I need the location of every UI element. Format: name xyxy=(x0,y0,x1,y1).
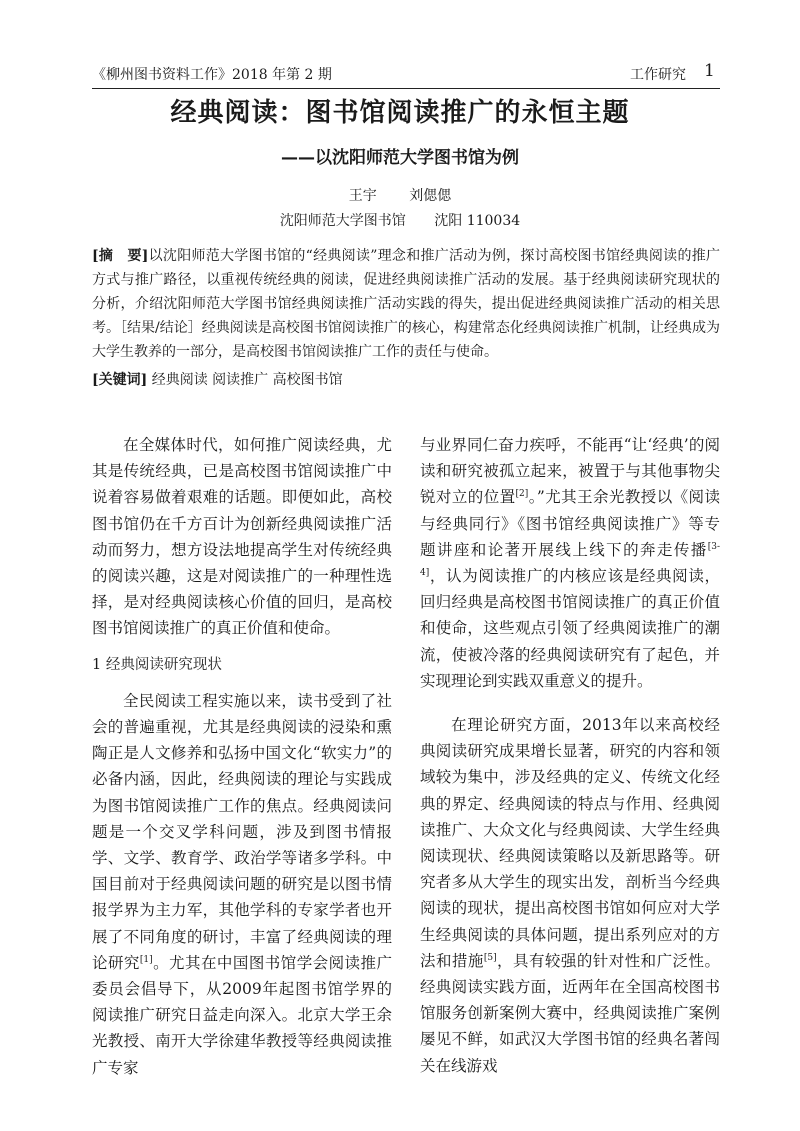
paragraph-text: ，认为阅读推广的内核应该是经典阅读，回归经典是高校图书馆阅读推广的真正价值和使命，这些观点引领了经典阅读推广的潮流，使被冷落的经典阅读研究有了起色，并实现理论到实践双重意义的提升。 xyxy=(420,567,720,690)
paragraph-text: ，具有较强的针对性和广泛性。经典阅读实践方面，近两年在全国高校图书馆服务创新案例大赛中，经典阅读推广案例屡见不鲜，如武汉大学图书馆的经典名著闯关在线游戏 xyxy=(420,951,720,1075)
paragraph: 在全媒体时代，如何推广阅读经典，尤其是传统经典，已是高校图书馆阅读推广中说着容易做着艰难的话题。即便如此，高校图书馆仍在千方百计为创新经典阅读推广活动而努力，想方设法地提高学生对传统经典的阅读兴趣，这是对阅读推广的一种理性选择，是对经典阅读核心价值的回归，是高校图书馆阅读推广的真正价值和使命。 xyxy=(92,436,392,638)
abstract-label: [摘 要] xyxy=(92,248,149,264)
paragraph xyxy=(420,712,720,1079)
citation-ref: [2] xyxy=(515,489,529,500)
abstract-text: 以沈阳师范大学图书馆的“经典阅读”理念和推广活动为例，探讨高校图书馆经典阅读的推广方式与推广路径，以重视传统经典的阅读，促进经典阅读推广活动的发展。基于经典阅读研究现状的分析，介绍沈阳师范大学图书馆经典阅读推广活动实践的得失，提出促进经典阅读推广活动的相关思考。［结果/结论］经典阅读是高校图书馆阅读推广的核心，构建常态化经典阅读推广机制，让经典成为大学生教养的一部分，是高校图书馆阅读推广工作的责任与使命。 xyxy=(92,248,721,360)
citation-ref: [3-4] xyxy=(420,541,720,578)
affiliation-institution: 沈阳师范大学图书馆 xyxy=(279,213,406,229)
affiliation xyxy=(0,210,800,230)
article-title: 经典阅读：图书馆阅读推广的永恒主题 xyxy=(170,98,630,128)
paragraph-text: 与业界同仁奋力疾呼，不能再“让‘经典’的阅读和研究被孤立起来，被置于与其他事物尖锐对立的位置 xyxy=(420,436,720,507)
header-rule xyxy=(92,88,720,89)
paragraph xyxy=(92,688,392,1081)
keywords xyxy=(92,369,720,389)
author-list xyxy=(0,185,800,205)
citation-ref: [5] xyxy=(483,952,497,963)
section-heading: 1 经典阅读研究现状 xyxy=(92,656,222,673)
citation-ref: [1] xyxy=(139,954,153,965)
abstract xyxy=(92,244,720,364)
author-name: 王宇 xyxy=(348,188,377,204)
author-name: 刘偲偲 xyxy=(409,188,452,204)
paragraph-text: 在理论研究方面，2013年以来高校经典阅读研究成果增长显著，研究的内容和领域较为集中，涉及经典的定义、传统文化经典的界定、经典阅读的特点与作用、经典阅读推广、大众文化与经典阅读、大学生经典阅读现状、经典阅读策略以及新思路等。研究者多从大学生的现实出发，剖析当今经典阅读的现状，提出高校图书馆如何应对大学生经典阅读的具体问题，提出系列应对的方法和措施 xyxy=(420,716,720,970)
body-column-left xyxy=(92,432,392,1081)
journal-name: 《柳州图书资料工作》2018 年第 2 期 xyxy=(92,67,332,83)
page-number: 1 xyxy=(704,61,715,81)
running-header xyxy=(92,61,720,86)
section-name: 工作研究 xyxy=(630,67,686,83)
article-subtitle: ——以沈阳师范大学图书馆为例 xyxy=(281,148,519,168)
keywords-text: 经典阅读 阅读推广 高校图书馆 xyxy=(151,372,343,388)
paragraph-text: 。”尤其王余光教授以《阅读与经典同行》《图书馆经典阅读推广》等专题讲座和论著开展线上线下的奔走传播 xyxy=(420,488,720,559)
paragraph-text: 。尤其在中国图书馆学会阅读推广委员会倡导下，从2009年起图书馆学界的阅读推广研究日益走向深入。北京大学王余光教授、南开大学徐建华教授等经典阅读推广专家 xyxy=(92,953,392,1077)
paragraph-text: 全民阅读工程实施以来，读书受到了社会的普遍重视，尤其是经典阅读的浸染和熏陶正是人文修养和弘扬中国文化“软实力”的必备内涵，因此，经典阅读的理论与实践成为图书馆阅读推广工作的焦点。经典阅读问题是一个交叉学科问题，涉及到图书情报学、文学、教育学、政治学等诸多学科。中国目前对于经典阅读问题的研究是以图书情报学界为主力军，其他学科的专家学者也开展了不同角度的研讨，丰富了经典阅读的理论研究 xyxy=(92,691,392,972)
paragraph xyxy=(420,432,720,694)
affiliation-city: 沈阳 110034 xyxy=(434,213,521,229)
body-column-right xyxy=(420,432,720,1079)
keywords-label: [关键词] xyxy=(92,372,148,388)
